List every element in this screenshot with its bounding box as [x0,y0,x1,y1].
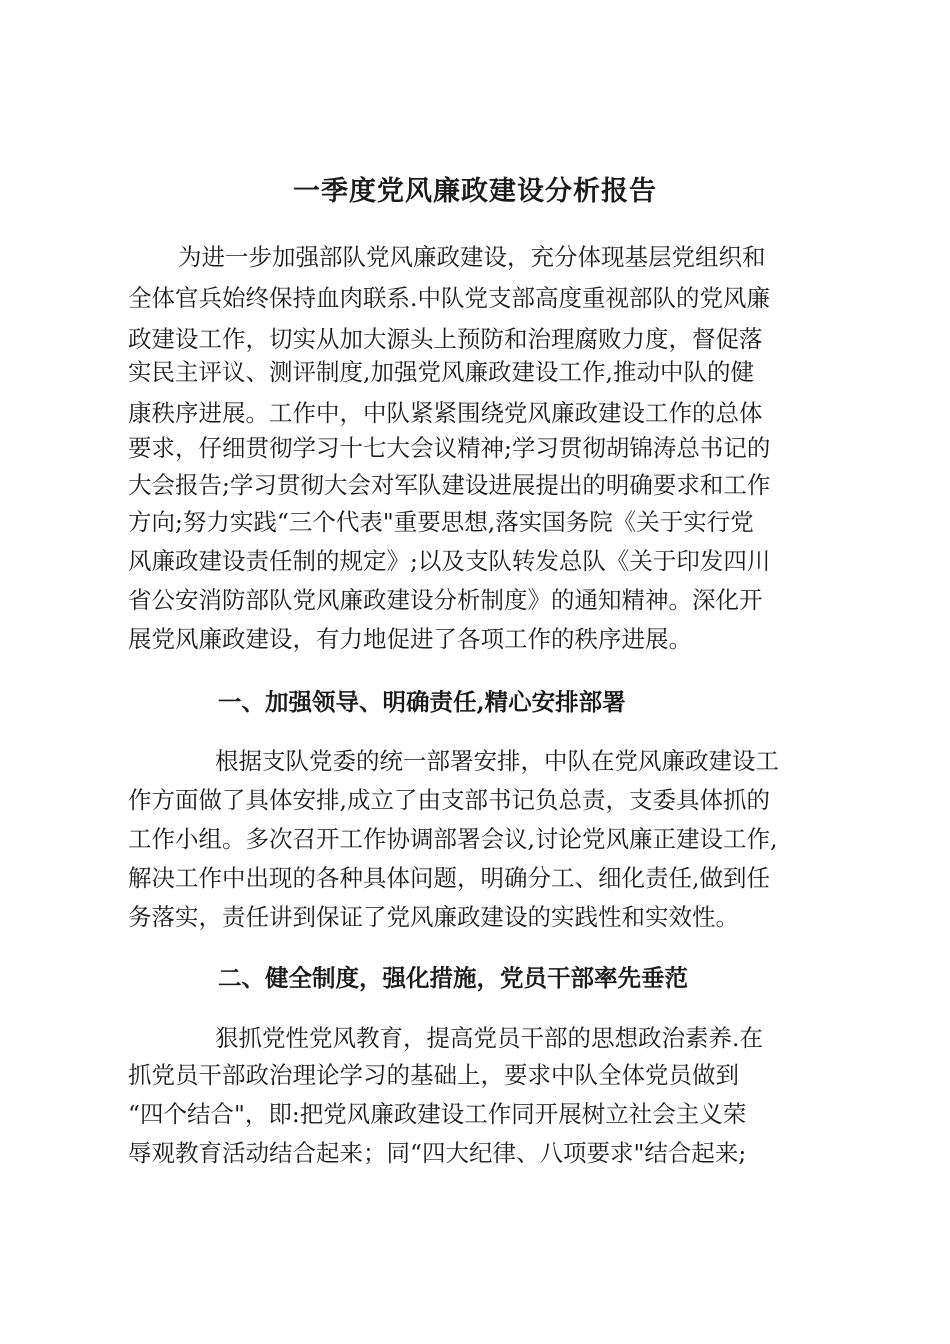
paragraph-line: 务落实，责任讲到保证了党风廉政建设的实践性和实效性。 [128,903,739,931]
paragraph-line: 康秩序进展。工作中，中队紧紧围绕党风廉政建设工作的总体 [128,399,763,427]
paragraph-line: 全体官兵始终保持血肉联系.中队党支部高度重视部队的党风廉 [128,284,770,312]
paragraph-line: 狠抓党性党风教育，提高党员干部的思想政治素养.在 [215,1024,763,1052]
paragraph-line: 实民主评议、测评制度,加强党风廉政建设工作,推动中队的健 [128,358,754,386]
paragraph-line: 省公安消防部队党风廉政建设分析制度》的通知精神。深化开 [128,586,763,614]
section-heading-2: 二、健全制度，强化措施，党员干部率先垂范 [218,964,688,992]
paragraph-line: 作方面做了具体安排,成立了由支部书记负总责，支委具体抓的 [128,786,770,814]
paragraph-line: 工作小组。多次召开工作协调部署会议,讨论党风廉正建设工作, [128,825,778,853]
paragraph-line: 解决工作中出现的各种具体问题，明确分工、细化责任,做到任 [128,864,770,892]
section-heading-1: 一、加强领导、明确责任,精心安排部署 [218,688,626,716]
paragraph-line: 方向;努力实践“三个代表"重要思想,落实国务院《关于实行党 [128,508,754,536]
paragraph-line: 风廉政建设责任制的规定》;以及支队转发总队《关于印发四川 [128,547,771,575]
paragraph-line: 展党风廉政建设，有力地促进了各项工作的秩序进展。 [128,625,692,653]
paragraph-line: 要求，仔细贯彻学习十七大会议精神;学习贯彻胡锦涛总书记的 [128,434,771,462]
paragraph-line: 政建设工作，切实从加大源头上预防和治理腐败力度，督促落 [128,325,763,353]
document-title: 一季度党风廉政建设分析报告 [293,176,657,207]
paragraph-line: 根据支队党委的统一部署安排，中队在党风廉政建设工 [215,747,779,775]
paragraph-line: 为进一步加强部队党风廉政建设，充分体现基层党组织和 [178,243,766,271]
paragraph-line: 大会报告;学习贯彻大会对军队建设进展提出的明确要求和工作 [128,471,771,499]
paragraph-line: 辱观教育活动结合起来；同“四大纪律、八项要求"结合起来; [128,1139,747,1167]
paragraph-line: “四个结合"，即:把党风廉政建设工作同开展树立社会主义荣 [128,1100,747,1128]
paragraph-line: 抓党员干部政治理论学习的基础上，要求中队全体党员做到 [128,1061,739,1089]
